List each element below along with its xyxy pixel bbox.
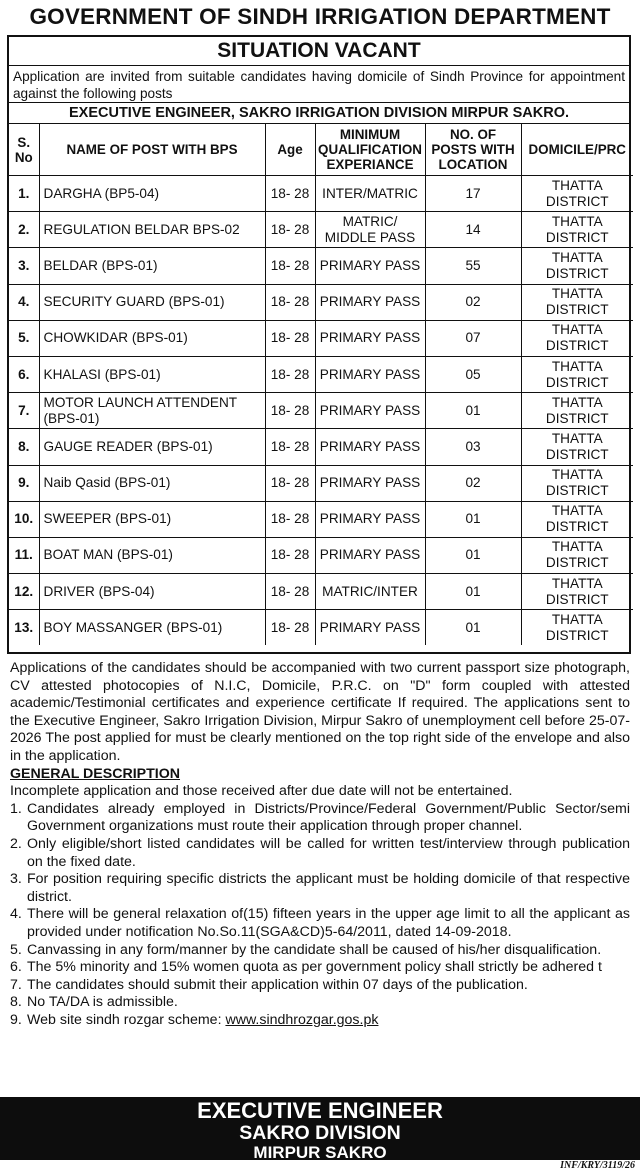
cell-age: 18- 28 [265, 393, 315, 429]
general-description-line: Incomplete application and those received after due date will not be entertained. [10, 783, 513, 800]
reference-number: INF/KRY/3119/26 [560, 1160, 635, 1171]
cell-qualification: PRIMARY PASS [315, 284, 425, 320]
list-item-number: 2. [10, 835, 22, 852]
list-item-text: No TA/DA is admissible. [27, 994, 178, 1011]
cell-qualification: PRIMARY PASS [315, 429, 425, 465]
cell-domicile [521, 429, 633, 465]
table-row [9, 501, 633, 537]
header-qual-line2: QUALIFICATION [318, 142, 422, 157]
domicile-line-1: THATTA [551, 177, 603, 193]
cell-domicile [521, 610, 633, 646]
cell-age: 18- 28 [265, 212, 315, 248]
domicile-line-1: THATTA [551, 213, 603, 229]
list-item [10, 906, 630, 941]
cell-posts: 01 [425, 537, 521, 573]
list-item [10, 977, 630, 995]
domicile-line-1: THATTA [551, 249, 603, 265]
cell-post-name: CHOWKIDAR (BPS-01) [39, 320, 265, 356]
cell-qualification: INTER/MATRIC [315, 176, 425, 212]
list-item [10, 836, 630, 871]
cell-domicile [521, 393, 633, 429]
general-description-list [10, 801, 630, 1012]
cell-posts: 01 [425, 393, 521, 429]
domicile-line-2: DISTRICT [545, 627, 609, 643]
cell-qualification: PRIMARY PASS [315, 320, 425, 356]
footer-line-2: SAKRO DIVISION [239, 1122, 401, 1144]
domicile-line-2: DISTRICT [545, 555, 609, 571]
cell-sno: 10. [9, 501, 39, 537]
cell-post-name: DRIVER (BPS-04) [39, 574, 265, 610]
header-qual-line1: MINIMUM [339, 127, 401, 142]
cell-age: 18- 28 [265, 356, 315, 392]
header-sno-line2: No [14, 149, 33, 165]
list-item-number: 7. [10, 976, 22, 993]
table-row [9, 176, 633, 212]
posts-table [9, 124, 633, 645]
table-row [9, 610, 633, 646]
header-sno-line1: S. [17, 134, 31, 150]
cell-qualification: MATRIC/INTER [315, 574, 425, 610]
cell-sno: 7. [9, 393, 39, 429]
cell-qualification: PRIMARY PASS [315, 501, 425, 537]
cell-age: 18- 28 [265, 176, 315, 212]
list-item-text: The candidates should submit their application within 07 days of the publication. [27, 976, 528, 993]
table-header-row [9, 124, 633, 176]
cell-age: 18- 28 [265, 465, 315, 501]
cell-posts: 02 [425, 284, 521, 320]
page-title: GOVERNMENT OF SINDH IRRIGATION DEPARTMENT [29, 4, 611, 29]
cell-post-name: SWEEPER (BPS-01) [39, 501, 265, 537]
list-item-number: 3. [10, 871, 22, 888]
cell-qualification: PRIMARY PASS [315, 465, 425, 501]
list-item-number: 1. [10, 800, 22, 817]
header-age: Age [265, 124, 315, 176]
cell-age: 18- 28 [265, 248, 315, 284]
instructions-section [10, 660, 630, 1029]
domicile-line-2: DISTRICT [545, 446, 609, 462]
domicile-line-2: DISTRICT [545, 591, 609, 607]
cell-sno: 11. [9, 537, 39, 573]
domicile-line-1: THATTA [551, 358, 603, 374]
cell-qualification: PRIMARY PASS [315, 393, 425, 429]
cell-domicile [521, 176, 633, 212]
list-item-text: For position requiring specific districts the applicant must be holding domicile of that respective district. [27, 871, 630, 905]
cell-age: 18- 28 [265, 537, 315, 573]
cell-domicile [521, 284, 633, 320]
list-item [10, 801, 630, 836]
list-item [10, 942, 630, 960]
header-posts-line1: NO. OF [449, 127, 497, 142]
list-item-number: 4. [10, 906, 22, 923]
cell-domicile [521, 465, 633, 501]
cell-posts: 17 [425, 176, 521, 212]
domicile-line-2: DISTRICT [545, 519, 609, 535]
table-row [9, 574, 633, 610]
table-row [9, 393, 633, 429]
cell-post-name: SECURITY GUARD (BPS-01) [39, 284, 265, 320]
website-label: Web site sindh rozgar scheme: [27, 1011, 226, 1028]
table-row [9, 356, 633, 392]
website-link[interactable]: www.sindhrozgar.gos.pk [225, 1011, 379, 1028]
cell-post-name: REGULATION BELDAR BPS-02 [39, 212, 265, 248]
domicile-line-1: THATTA [551, 430, 603, 446]
cell-domicile [521, 501, 633, 537]
cell-posts: 55 [425, 248, 521, 284]
table-row [9, 320, 633, 356]
header-post-name: NAME OF POST WITH BPS [39, 124, 265, 176]
table-row [9, 465, 633, 501]
cell-domicile [521, 537, 633, 573]
domicile-line-2: DISTRICT [545, 410, 609, 426]
cell-post-name: BOY MASSANGER (BPS-01) [39, 610, 265, 646]
cell-posts: 01 [425, 574, 521, 610]
domicile-line-2: DISTRICT [545, 483, 609, 499]
table-row [9, 537, 633, 573]
footer-line-3: MIRPUR SAKRO [253, 1143, 387, 1162]
cell-sno: 3. [9, 248, 39, 284]
table-row [9, 212, 633, 248]
cell-sno: 2. [9, 212, 39, 248]
list-item-number: 5. [10, 941, 22, 958]
domicile-line-2: DISTRICT [545, 193, 609, 209]
cell-post-name: BELDAR (BPS-01) [39, 248, 265, 284]
cell-sno: 9. [9, 465, 39, 501]
cell-post-name: MOTOR LAUNCH ATTENDENT (BPS-01) [39, 393, 265, 429]
domicile-line-2: DISTRICT [545, 229, 609, 245]
list-item [10, 994, 630, 1012]
cell-post-name: Naib Qasid (BPS-01) [39, 465, 265, 501]
list-item-text: Canvassing in any form/manner by the candidate shall be caused of his/her disqualification. [27, 941, 602, 958]
cell-sno: 12. [9, 574, 39, 610]
list-item [10, 959, 630, 977]
cell-domicile [521, 320, 633, 356]
header-domicile: DOMICILE/PRC [521, 124, 633, 176]
domicile-line-1: THATTA [551, 394, 603, 410]
domicile-line-1: THATTA [551, 539, 603, 555]
header-posts-line3: LOCATION [438, 157, 508, 172]
signature-block [0, 1097, 640, 1160]
list-item-number: 6. [10, 959, 22, 976]
list-item-text: Candidates already employed in Districts/Province/Federal Government/Public Sector/semi Government organizations must route their application through proper channel. [27, 800, 630, 835]
domicile-line-2: DISTRICT [545, 374, 609, 390]
list-item-text: The 5% minority and 15% women quota as per government policy shall strictly be adhered t [27, 959, 602, 976]
cell-qualification: PRIMARY PASS [315, 356, 425, 392]
notice-intro: Application are invited from suitable candidates having domicile of Sindh Province for appointment against the following posts [9, 66, 629, 103]
cell-domicile [521, 356, 633, 392]
application-paragraph: Applications of the candidates should be accompanied with two current passport size photograph, CV attested photocopies of N.I.C, Domicile, P.R.C. on "D" form coupled with attested academic/Testimonial certificates and experience certificate If required. The applications sent to the Executive Engineer, Sakro Irrigation Division, Mirpur Sakro of unemployment cell before 25-07-2026 The post applied for must be clearly mentioned on the top right side of the envelope and also in the application. [10, 660, 630, 764]
list-item-text: Only eligible/short listed candidates will be called for written test/interview through publication on the fixed date. [27, 835, 630, 870]
cell-qualification: MATRIC/ MIDDLE PASS [315, 212, 425, 248]
cell-post-name: BOAT MAN (BPS-01) [39, 537, 265, 573]
vacancy-box [7, 35, 631, 654]
cell-post-name: DARGHA (BP5-04) [39, 176, 265, 212]
domicile-line-1: THATTA [551, 286, 603, 302]
header-posts [425, 124, 521, 176]
domicile-line-2: DISTRICT [545, 338, 609, 354]
cell-age: 18- 28 [265, 574, 315, 610]
header-qualification [315, 124, 425, 176]
domicile-line-1: THATTA [551, 467, 603, 483]
cell-posts: 03 [425, 429, 521, 465]
domicile-line-1: THATTA [551, 611, 603, 627]
cell-posts: 02 [425, 465, 521, 501]
cell-age: 18- 28 [265, 284, 315, 320]
cell-qualification: PRIMARY PASS [315, 537, 425, 573]
cell-domicile [521, 212, 633, 248]
table-row [9, 284, 633, 320]
notice-heading: SITUATION VACANT [9, 37, 629, 66]
cell-domicile [521, 248, 633, 284]
cell-domicile [521, 574, 633, 610]
domicile-line-1: THATTA [551, 322, 603, 338]
cell-sno: 4. [9, 284, 39, 320]
general-description-title: GENERAL DESCRIPTION [10, 765, 181, 782]
footer-line-1: EXECUTIVE ENGINEER [197, 1098, 443, 1123]
cell-posts: 14 [425, 212, 521, 248]
cell-sno: 6. [9, 356, 39, 392]
cell-sno: 8. [9, 429, 39, 465]
header-sno [9, 124, 39, 176]
list-item-text: There will be general relaxation of(15) fifteen years in the upper age limit to all the applicant as provided under notification No.So.11(SGA&CD)5-64/2011, dated 14-09-2018. [27, 906, 630, 940]
cell-posts: 01 [425, 501, 521, 537]
cell-posts: 07 [425, 320, 521, 356]
cell-qualification: PRIMARY PASS [315, 248, 425, 284]
domicile-line-2: DISTRICT [545, 302, 609, 318]
division-heading: EXECUTIVE ENGINEER, SAKRO IRRIGATION DIVISION MIRPUR SAKRO. [9, 103, 629, 124]
cell-sno: 5. [9, 320, 39, 356]
cell-posts: 01 [425, 610, 521, 646]
cell-post-name: GAUGE READER (BPS-01) [39, 429, 265, 465]
cell-qualification: PRIMARY PASS [315, 610, 425, 646]
cell-age: 18- 28 [265, 501, 315, 537]
cell-age: 18- 28 [265, 320, 315, 356]
header-posts-line2: POSTS WITH [431, 142, 515, 157]
cell-sno: 13. [9, 610, 39, 646]
header-qual-line3: EXPERIANCE [326, 157, 414, 172]
website-list [10, 1012, 630, 1030]
table-row [9, 248, 633, 284]
domicile-line-1: THATTA [551, 503, 603, 519]
cell-posts: 05 [425, 356, 521, 392]
cell-age: 18- 28 [265, 429, 315, 465]
cell-post-name: KHALASI (BPS-01) [39, 356, 265, 392]
list-item [10, 871, 630, 906]
domicile-line-2: DISTRICT [545, 265, 609, 281]
list-item-number: 9. [10, 1011, 22, 1028]
table-row [9, 429, 633, 465]
list-item-website [10, 1012, 630, 1030]
cell-sno: 1. [9, 176, 39, 212]
list-item-number: 8. [10, 994, 22, 1011]
domicile-line-1: THATTA [551, 575, 603, 591]
cell-age: 18- 28 [265, 610, 315, 646]
